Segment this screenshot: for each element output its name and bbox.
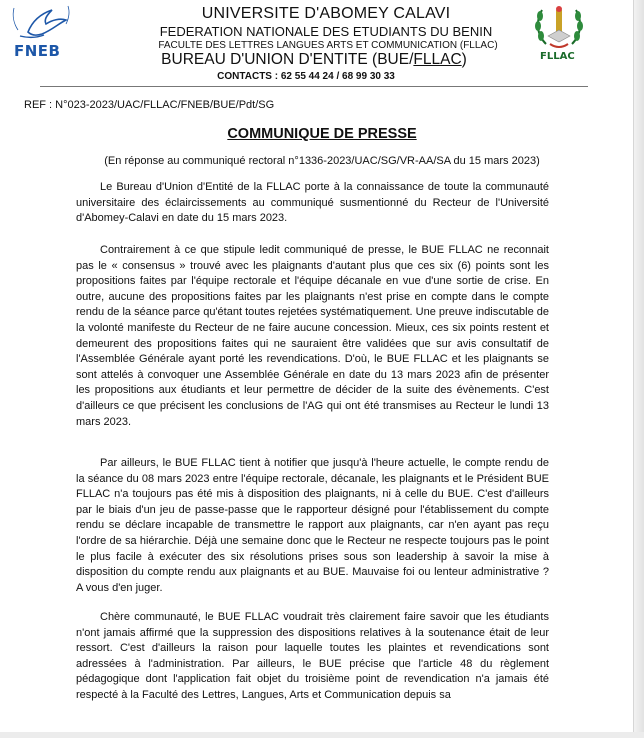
header-divider bbox=[40, 86, 588, 87]
paragraph-3: Par ailleurs, le BUE FLLAC tient à notifier que jusqu'à l'heure actuelle, le compte rendu de la séance du 08 mars 2023 entre l'équipe rectorale, décanale, les plaignants et le Président BUE FLLAC n'a toujours pas été mis à disposition des plaignants, ni à celle du BUE. C'est d'ailleurs par le biais d'un jeu de passe-passe que le rapporteur désigné pour l'établissement du compte rendu se déclare incapable de transmettre le rapport aux plaignants, car n'en ayant pas reçu l'ordre de sa hiérarchie. Déjà une semaine donc que le Recteur ne respecte toujours pas le point le plus facile à exécuter des six résolutions prises sous son leadership à savoir la mise à disposition du compte rendu aux plaignants et au BUE. Mauvaise foi ou lenteur administrative ? A vous d'en juger. bbox=[76, 457, 549, 594]
reference-number: REF : N°023-2023/UAC/FLLAC/FNEB/BUE/Pdt/SG bbox=[24, 99, 275, 111]
bureau-name-prefix: BUREAU D'UNION D'ENTITE (BUE/ bbox=[161, 51, 414, 68]
paragraph-2: Contrairement à ce que stipule ledit communiqué de presse, le BUE FLLAC ne reconnait pas le « consensus » trouvé avec les plaignants d'autant plus que ces six (6) points sont les propositions faites par l'équipe rectorale et l'équipe décanale en vue d'une sortie de crise. En outre, aucune des propositions faites par les plaignants n'est prise en compte dans le compte rendu de la séance parce qu'étant toutes rejetées systématiquement. Une preuve indiscutable de la volonté manifeste du Recteur de ne faire aucune concession. Mieux, ces six points restent et demeurent des propositions faites qui ne sauraient être validées que sur avis consultatif de l'Assemblée Générale ayant porté les revendications. D'où, le BUE FLLAC et les plaignants se sont attelés à convoquer une Assemblée Générale en date du 13 mars 2023 afin de présenter les propositions aux étudiants et leur permettre de décider de la suite des évènements. C'est d'ailleurs ce que précisent les conclusions de l'AG qui ont été transmises au Recteur le lundi 13 mars 2023. bbox=[76, 244, 549, 428]
federation-name: FEDERATION NATIONALE DES ETUDIANTS DU BENIN bbox=[159, 24, 493, 39]
page-bottom-edge bbox=[0, 732, 644, 738]
paragraph-1: Le Bureau d'Union d'Entité de la FLLAC porte à la connaissance de toute la communauté universitaire des éclaircissements au communiqué susmentionné du Recteur de l'Université d'Abomey-Calavi en date du 15 mars 2023. bbox=[76, 181, 549, 225]
university-name: UNIVERSITE D'ABOMEY CALAVI bbox=[201, 5, 451, 22]
document-title: COMMUNIQUE DE PRESSE bbox=[227, 126, 417, 142]
contacts: CONTACTS : 62 55 44 24 / 68 99 30 33 bbox=[217, 71, 395, 82]
page-edge-shadow bbox=[633, 0, 644, 738]
bureau-name-suffix: ) bbox=[461, 51, 467, 68]
paragraph-4: Chère communauté, le BUE FLLAC voudrait très clairement faire savoir que les étudiants n'ont jamais affirmé que la suppression des dispositions relatives à la soutenance était de leur ressort. C'est d'ailleurs la raison pour laquelle toutes les plaintes et revendications sont adressées à l'administration. Par ailleurs, le BUE précise que l'article 48 du règlement pédagogique dont l'application fait objet du troisième point de revendication n'a jamais été respecté à la Faculté des Lettres, Langues, Arts et Communication depuis sa bbox=[76, 611, 549, 701]
fneb-logo-label: FNEB bbox=[14, 42, 61, 60]
fllac-logo-label: FLLAC bbox=[540, 51, 575, 62]
faculty-name: FACULTE DES LETTRES LANGUES ARTS ET COMMUNICATION (FLLAC) bbox=[158, 40, 498, 51]
document-subtitle: (En réponse au communiqué rectoral n°1336-2023/UAC/SG/VR-AA/SA du 15 mars 2023) bbox=[104, 155, 540, 167]
bureau-name bbox=[0, 51, 636, 69]
bureau-name-underlined: FLLAC bbox=[413, 51, 462, 68]
